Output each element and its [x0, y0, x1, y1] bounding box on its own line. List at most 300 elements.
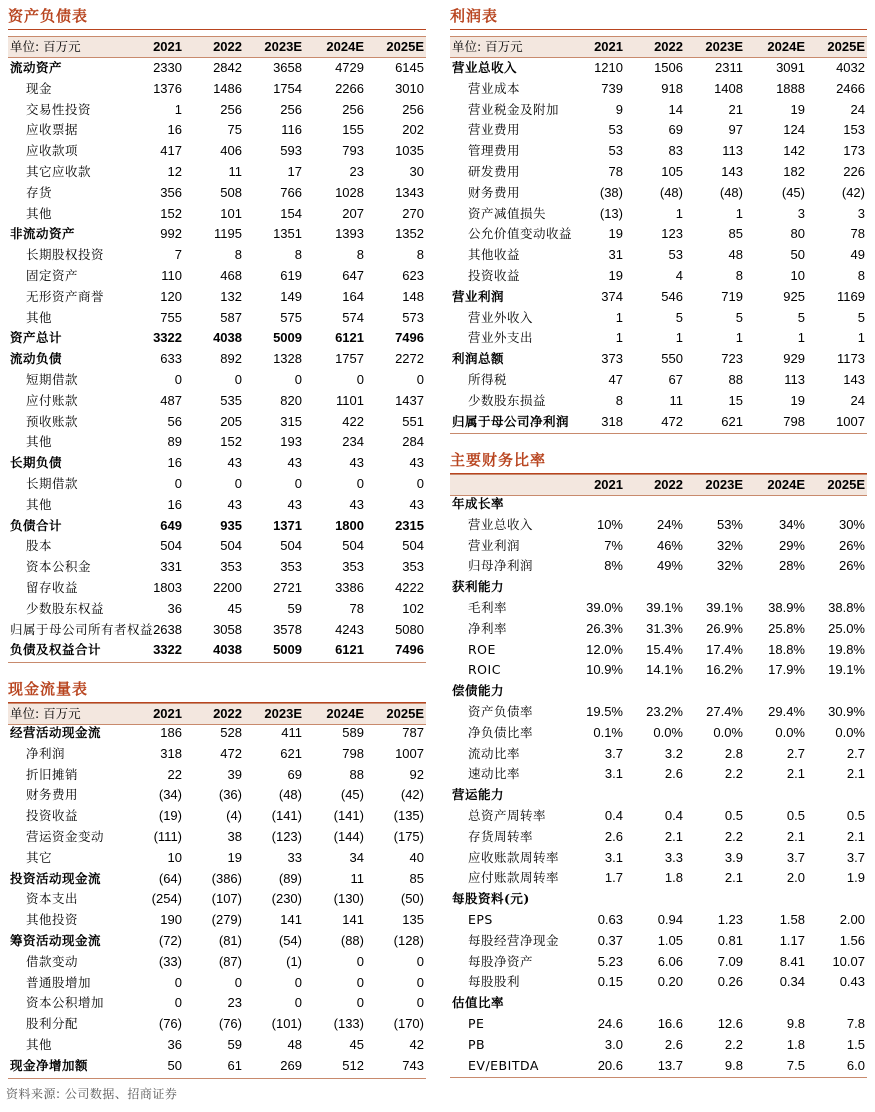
table-row: [8, 806, 426, 827]
table-row: [450, 100, 867, 121]
cell-value: 7: [174, 247, 182, 263]
cell-value: 766: [280, 184, 302, 200]
table-row: [8, 869, 426, 890]
table-row: [8, 578, 426, 599]
table-row: [8, 993, 426, 1014]
cell-value: 10%: [596, 516, 623, 532]
cell-value: 5.23: [597, 953, 623, 969]
table-row: [450, 993, 867, 1014]
cell-value: 78: [608, 164, 623, 179]
row-label: 固定资产: [26, 268, 79, 283]
cell-value: 1351: [273, 226, 302, 242]
cell-value: 504: [160, 538, 182, 554]
row-label: 长期股权投资: [26, 247, 105, 263]
cell-value: 935: [220, 517, 242, 533]
cell-value: (36): [218, 787, 242, 803]
cell-value: 19: [790, 101, 805, 117]
cell-value: 1.8: [786, 1036, 805, 1052]
cell-value: 15.4%: [646, 641, 683, 657]
cell-value: 2311: [715, 60, 743, 75]
cell-value: 26.3%: [586, 620, 623, 636]
year-header: 2023E: [705, 477, 743, 492]
table-row: [450, 889, 867, 910]
table-row: [8, 973, 426, 994]
cell-value: (45): [781, 184, 805, 200]
cell-value: 0.1%: [593, 724, 623, 740]
table-row: [8, 536, 426, 557]
cell-value: 88: [728, 372, 743, 387]
year-header: 2023E: [264, 706, 302, 721]
cell-value: 88: [349, 766, 364, 782]
cell-value: 4038: [213, 330, 242, 346]
year-header: 2025E: [827, 477, 865, 492]
row-label: 预收账款: [26, 413, 79, 429]
cell-value: 0.37: [597, 932, 623, 948]
cell-value: 1: [174, 101, 182, 117]
balance-sheet-panel: [8, 6, 426, 658]
cell-value: 550: [661, 351, 683, 367]
source-note: 资料来源: 公司数据、招商证券: [6, 1087, 178, 1101]
cell-value: 110: [161, 268, 182, 283]
cell-value: 19.8%: [828, 641, 865, 657]
cell-value: 23: [227, 995, 242, 1011]
cell-value: 820: [280, 392, 302, 408]
cell-value: 1888: [776, 80, 805, 96]
cell-value: 8%: [604, 558, 623, 574]
cell-value: 1: [675, 330, 683, 346]
cell-value: 3.3: [664, 849, 683, 865]
year-header: 2021: [594, 39, 623, 54]
cell-value: 16.6: [657, 1016, 683, 1031]
table-row: [450, 162, 867, 183]
cell-value: 356: [160, 184, 182, 200]
cell-value: 4729: [335, 60, 364, 75]
row-label: 其它: [26, 849, 53, 865]
cell-value: 2.2: [724, 828, 743, 844]
cell-value: 5009: [273, 330, 302, 346]
cell-value: 0: [294, 372, 302, 387]
row-label: 营运资金变动: [26, 829, 105, 844]
row-label: 负债合计: [10, 517, 63, 533]
cell-value: 0: [356, 995, 364, 1011]
cell-value: 1.56: [839, 932, 865, 948]
cell-value: (72): [158, 933, 182, 948]
cell-value: 3658: [273, 60, 302, 75]
table-row: [450, 1056, 867, 1077]
cell-value: 113: [722, 143, 743, 159]
cell-value: 48: [728, 247, 743, 263]
cell-value: 8: [857, 268, 865, 283]
cell-value: (42): [841, 184, 865, 200]
cell-value: 186: [160, 725, 182, 740]
cell-value: 83: [668, 143, 683, 159]
cell-value: 16.2%: [706, 662, 743, 678]
cell-value: 623: [402, 268, 424, 283]
cell-value: 202: [402, 122, 424, 138]
cell-value: 6.06: [657, 953, 683, 969]
cell-value: 2315: [395, 517, 424, 533]
cell-value: 2.2: [724, 766, 743, 782]
title-rule: [8, 29, 426, 30]
cell-value: 120: [160, 288, 182, 304]
row-label: 每股资料(元): [452, 891, 530, 907]
cell-value: (279): [211, 912, 242, 928]
row-label: 流动比率: [468, 745, 521, 761]
cell-value: 85: [728, 226, 743, 242]
cell-value: 45: [227, 600, 242, 616]
balance-sheet-title: 资产负债表: [8, 7, 89, 25]
cell-value: 619: [280, 268, 302, 283]
table-row: [8, 432, 426, 453]
cell-value: 53: [668, 247, 683, 263]
cell-value: 0: [294, 995, 302, 1011]
row-label: 现金: [26, 80, 53, 96]
cell-value: 487: [160, 392, 182, 408]
row-label: 营业税金及附加: [468, 101, 560, 117]
table-row: [450, 619, 867, 640]
cell-value: 24.6: [597, 1016, 623, 1031]
cell-value: 24: [850, 101, 865, 117]
cell-value: 1343: [395, 184, 424, 200]
cell-value: 4222: [395, 580, 424, 595]
balance-sheet-header: [8, 36, 426, 58]
cell-value: 2200: [213, 580, 242, 595]
table-row: [8, 308, 426, 329]
cell-value: 59: [227, 1037, 242, 1052]
row-label: 管理费用: [468, 143, 521, 159]
table-row: [8, 1056, 426, 1077]
cell-value: 89: [167, 434, 182, 450]
row-label: 每股净资产: [468, 953, 534, 969]
table-row: [450, 910, 867, 931]
cell-value: 472: [661, 413, 683, 429]
cell-value: 19: [227, 849, 242, 865]
cell-value: 1: [735, 205, 743, 221]
cell-value: 3322: [153, 330, 182, 346]
cell-value: 141: [342, 912, 364, 928]
cell-value: 0.4: [604, 808, 623, 823]
cell-value: 9.8: [724, 1057, 743, 1073]
cell-value: 69: [668, 122, 683, 138]
cell-value: 0: [174, 995, 182, 1011]
table-row: [8, 266, 426, 287]
cell-value: 75: [227, 122, 242, 138]
cell-value: 0: [174, 476, 182, 491]
cell-value: 7496: [395, 330, 424, 346]
income-statement-panel: [450, 6, 867, 429]
cell-value: 7.8: [846, 1016, 865, 1031]
cell-value: 472: [220, 745, 242, 761]
cell-value: 0: [356, 974, 364, 990]
table-row: [450, 744, 867, 765]
cell-value: 23: [349, 164, 364, 179]
table-row: [8, 162, 426, 183]
cell-value: 59: [287, 600, 302, 616]
cash-flow-header: [8, 703, 426, 725]
cell-value: 34%: [778, 516, 805, 532]
cell-value: 0.5: [846, 808, 865, 823]
table-row: [450, 931, 867, 952]
cell-value: 7.5: [786, 1057, 805, 1073]
year-header: 2022: [213, 706, 242, 721]
cell-value: 256: [220, 101, 242, 117]
cell-value: 1210: [594, 60, 623, 75]
cell-value: 85: [409, 870, 424, 886]
cell-value: 234: [342, 434, 364, 450]
row-label: 每股经营净现金: [468, 932, 560, 948]
table-row: [8, 765, 426, 786]
cell-value: 892: [220, 351, 242, 367]
cell-value: 42: [409, 1037, 424, 1052]
cell-value: 0.20: [657, 974, 683, 990]
cell-value: (76): [158, 1016, 182, 1032]
cell-value: 787: [402, 725, 424, 740]
table-row: [450, 370, 867, 391]
row-label: 营业外收入: [468, 309, 534, 325]
table-row: [8, 599, 426, 620]
row-label: 归属于母公司净利润: [452, 413, 570, 429]
cell-value: 38: [227, 829, 242, 844]
table-row: [450, 391, 867, 412]
row-label: 公允价值变动收益: [468, 226, 573, 242]
cell-value: 7.09: [717, 953, 743, 969]
cell-value: 1352: [395, 226, 424, 242]
cell-value: 36: [167, 1037, 182, 1052]
row-label: 归母净利润: [468, 558, 534, 574]
year-header: 2025E: [386, 39, 424, 54]
table-row: [450, 723, 867, 744]
cell-value: 1169: [837, 288, 865, 304]
table-row: [450, 308, 867, 329]
cell-value: 47: [608, 372, 623, 387]
cell-value: 2272: [395, 351, 424, 367]
cell-value: 2.7: [846, 745, 865, 761]
table-row: [8, 370, 426, 391]
cell-value: 2.0: [786, 870, 805, 886]
cell-value: 132: [220, 288, 242, 304]
table-row: [8, 952, 426, 973]
row-label: 营业利润: [452, 288, 505, 304]
row-label: 财务费用: [468, 184, 521, 200]
row-label: 负债及权益合计: [10, 642, 102, 658]
table-row: [8, 620, 426, 641]
table-row: [450, 141, 867, 162]
cell-value: 9.8: [786, 1016, 805, 1031]
cell-value: 0.0%: [713, 724, 743, 740]
cell-value: 6121: [335, 330, 364, 346]
cell-value: 116: [281, 122, 302, 138]
row-label: 资产减值损失: [468, 205, 547, 221]
table-row: [8, 245, 426, 266]
cell-value: 17.9%: [768, 662, 805, 678]
cell-value: 43: [227, 455, 242, 471]
cell-value: 39.1%: [646, 600, 683, 615]
cell-value: 406: [220, 143, 242, 159]
year-header: 2024E: [767, 477, 805, 492]
cell-value: 0: [416, 372, 424, 387]
cell-value: 0.26: [717, 974, 743, 990]
cell-value: 33: [287, 849, 302, 865]
cell-value: 318: [160, 745, 182, 761]
row-label: PE: [468, 1016, 485, 1031]
cell-value: 739: [601, 80, 623, 96]
cell-value: 8: [735, 268, 743, 283]
cell-value: 551: [402, 413, 424, 429]
cell-value: 1195: [214, 226, 242, 242]
table-row: [8, 1014, 426, 1035]
table-row: [8, 910, 426, 931]
cell-value: 621: [721, 413, 743, 429]
cell-value: 3.7: [786, 849, 805, 865]
row-label: 获利能力: [452, 579, 505, 595]
cell-value: (48): [659, 184, 683, 200]
row-label: 营业成本: [468, 80, 521, 96]
table-row: [8, 557, 426, 578]
cell-value: 36: [167, 600, 182, 616]
cell-value: 504: [342, 538, 364, 554]
cell-value: 10: [167, 849, 182, 865]
cell-value: 18.8%: [768, 641, 805, 657]
cell-value: 2.8: [724, 745, 743, 761]
cell-value: 26%: [838, 537, 865, 553]
cell-value: 992: [160, 226, 182, 242]
cell-value: 12: [167, 164, 182, 179]
table-row: [450, 806, 867, 827]
cell-value: 56: [167, 413, 182, 429]
table-row: [8, 79, 426, 100]
table-row: [450, 660, 867, 681]
cell-value: 1.58: [779, 912, 805, 927]
cell-value: 0.4: [664, 808, 683, 823]
cell-value: 46%: [656, 537, 683, 553]
cell-value: 546: [661, 288, 683, 304]
row-label: 营运能力: [452, 787, 505, 803]
cell-value: 40: [409, 849, 424, 865]
table-row: [450, 349, 867, 370]
cell-value: 0.94: [657, 912, 683, 927]
cell-value: 19: [790, 392, 805, 408]
table-row: [450, 287, 867, 308]
cell-value: 152: [160, 205, 182, 221]
cell-value: 102: [402, 600, 424, 616]
table-row: [8, 495, 426, 516]
cell-value: 142: [783, 143, 805, 159]
cell-value: 0: [174, 372, 182, 387]
table-row: [450, 204, 867, 225]
unit-label: 单位: 百万元: [10, 706, 81, 721]
cell-value: 11: [228, 164, 242, 179]
row-label: 总资产周转率: [468, 808, 547, 823]
cell-value: 918: [661, 80, 683, 96]
cell-value: 331: [160, 559, 182, 575]
table-row: [8, 723, 426, 744]
cell-value: 155: [342, 122, 364, 138]
row-label: 应付账款: [26, 392, 79, 408]
cell-value: 67: [668, 372, 683, 387]
year-header: 2023E: [705, 39, 743, 54]
cell-value: (13): [599, 205, 623, 221]
income-statement-title: 利润表: [450, 7, 499, 25]
cell-value: 0: [356, 372, 364, 387]
cell-value: (38): [599, 184, 623, 200]
cell-value: 61: [227, 1057, 242, 1073]
cell-value: 0: [356, 476, 364, 491]
cell-value: 21: [728, 101, 743, 117]
cell-value: 19: [608, 226, 623, 242]
row-label: 投资收益: [26, 808, 79, 824]
cell-value: 38.8%: [828, 600, 865, 615]
cell-value: 154: [280, 205, 302, 221]
table-row: [450, 183, 867, 204]
cell-value: 48: [287, 1037, 302, 1052]
cell-value: 143: [843, 372, 865, 387]
table-row: [450, 785, 867, 806]
cell-value: 9: [615, 101, 623, 117]
row-label: 资产总计: [10, 330, 63, 346]
cell-value: 798: [342, 745, 364, 761]
cell-value: 30%: [838, 516, 865, 532]
table-row: [450, 556, 867, 577]
table-row: [450, 972, 867, 993]
cell-value: 182: [783, 164, 805, 179]
row-label: 营业总收入: [452, 60, 518, 75]
cell-value: 22: [167, 766, 182, 782]
table-row: [8, 453, 426, 474]
cell-value: 587: [220, 309, 242, 325]
table-row: [450, 515, 867, 536]
cell-value: 929: [783, 351, 805, 367]
row-label: EPS: [468, 912, 493, 927]
cell-value: 164: [342, 288, 364, 304]
financial-ratios-panel: [450, 450, 867, 1082]
cell-value: 143: [721, 164, 743, 179]
row-label: EV/EBITDA: [468, 1057, 539, 1073]
cell-value: 0: [294, 974, 302, 990]
row-label: 其它应收款: [26, 164, 92, 179]
year-header: 2022: [654, 477, 683, 492]
cell-value: 1007: [836, 413, 865, 429]
cell-value: 1.9: [846, 870, 865, 886]
cell-value: 1408: [714, 80, 743, 96]
table-row: [8, 516, 426, 537]
cell-value: 101: [220, 205, 242, 221]
cell-value: (141): [271, 808, 302, 824]
cell-value: 2466: [836, 80, 865, 96]
cell-value: 1007: [395, 745, 424, 761]
cell-value: (107): [211, 891, 242, 907]
row-label: 净利润: [26, 745, 66, 761]
row-label: 营业利润: [468, 537, 521, 553]
cell-value: 173: [843, 143, 865, 159]
cell-value: (101): [271, 1016, 302, 1032]
row-label: 所得税: [468, 372, 508, 387]
row-label: 营业外支出: [468, 330, 534, 346]
cell-value: 1: [615, 309, 623, 325]
row-label: 应收款项: [26, 143, 79, 159]
cell-value: 49%: [656, 558, 683, 574]
cell-value: 2.1: [724, 870, 743, 886]
cell-value: 2638: [153, 621, 182, 637]
row-label: 留存收益: [26, 580, 79, 595]
cell-value: (45): [340, 787, 364, 803]
row-label: 营业费用: [468, 122, 521, 138]
cell-value: 16: [167, 455, 182, 471]
cell-value: 0.15: [597, 974, 623, 990]
row-label: 偿债能力: [452, 683, 505, 699]
year-header: 2024E: [767, 39, 805, 54]
cell-value: 3578: [273, 621, 302, 637]
cell-value: 504: [402, 538, 424, 554]
